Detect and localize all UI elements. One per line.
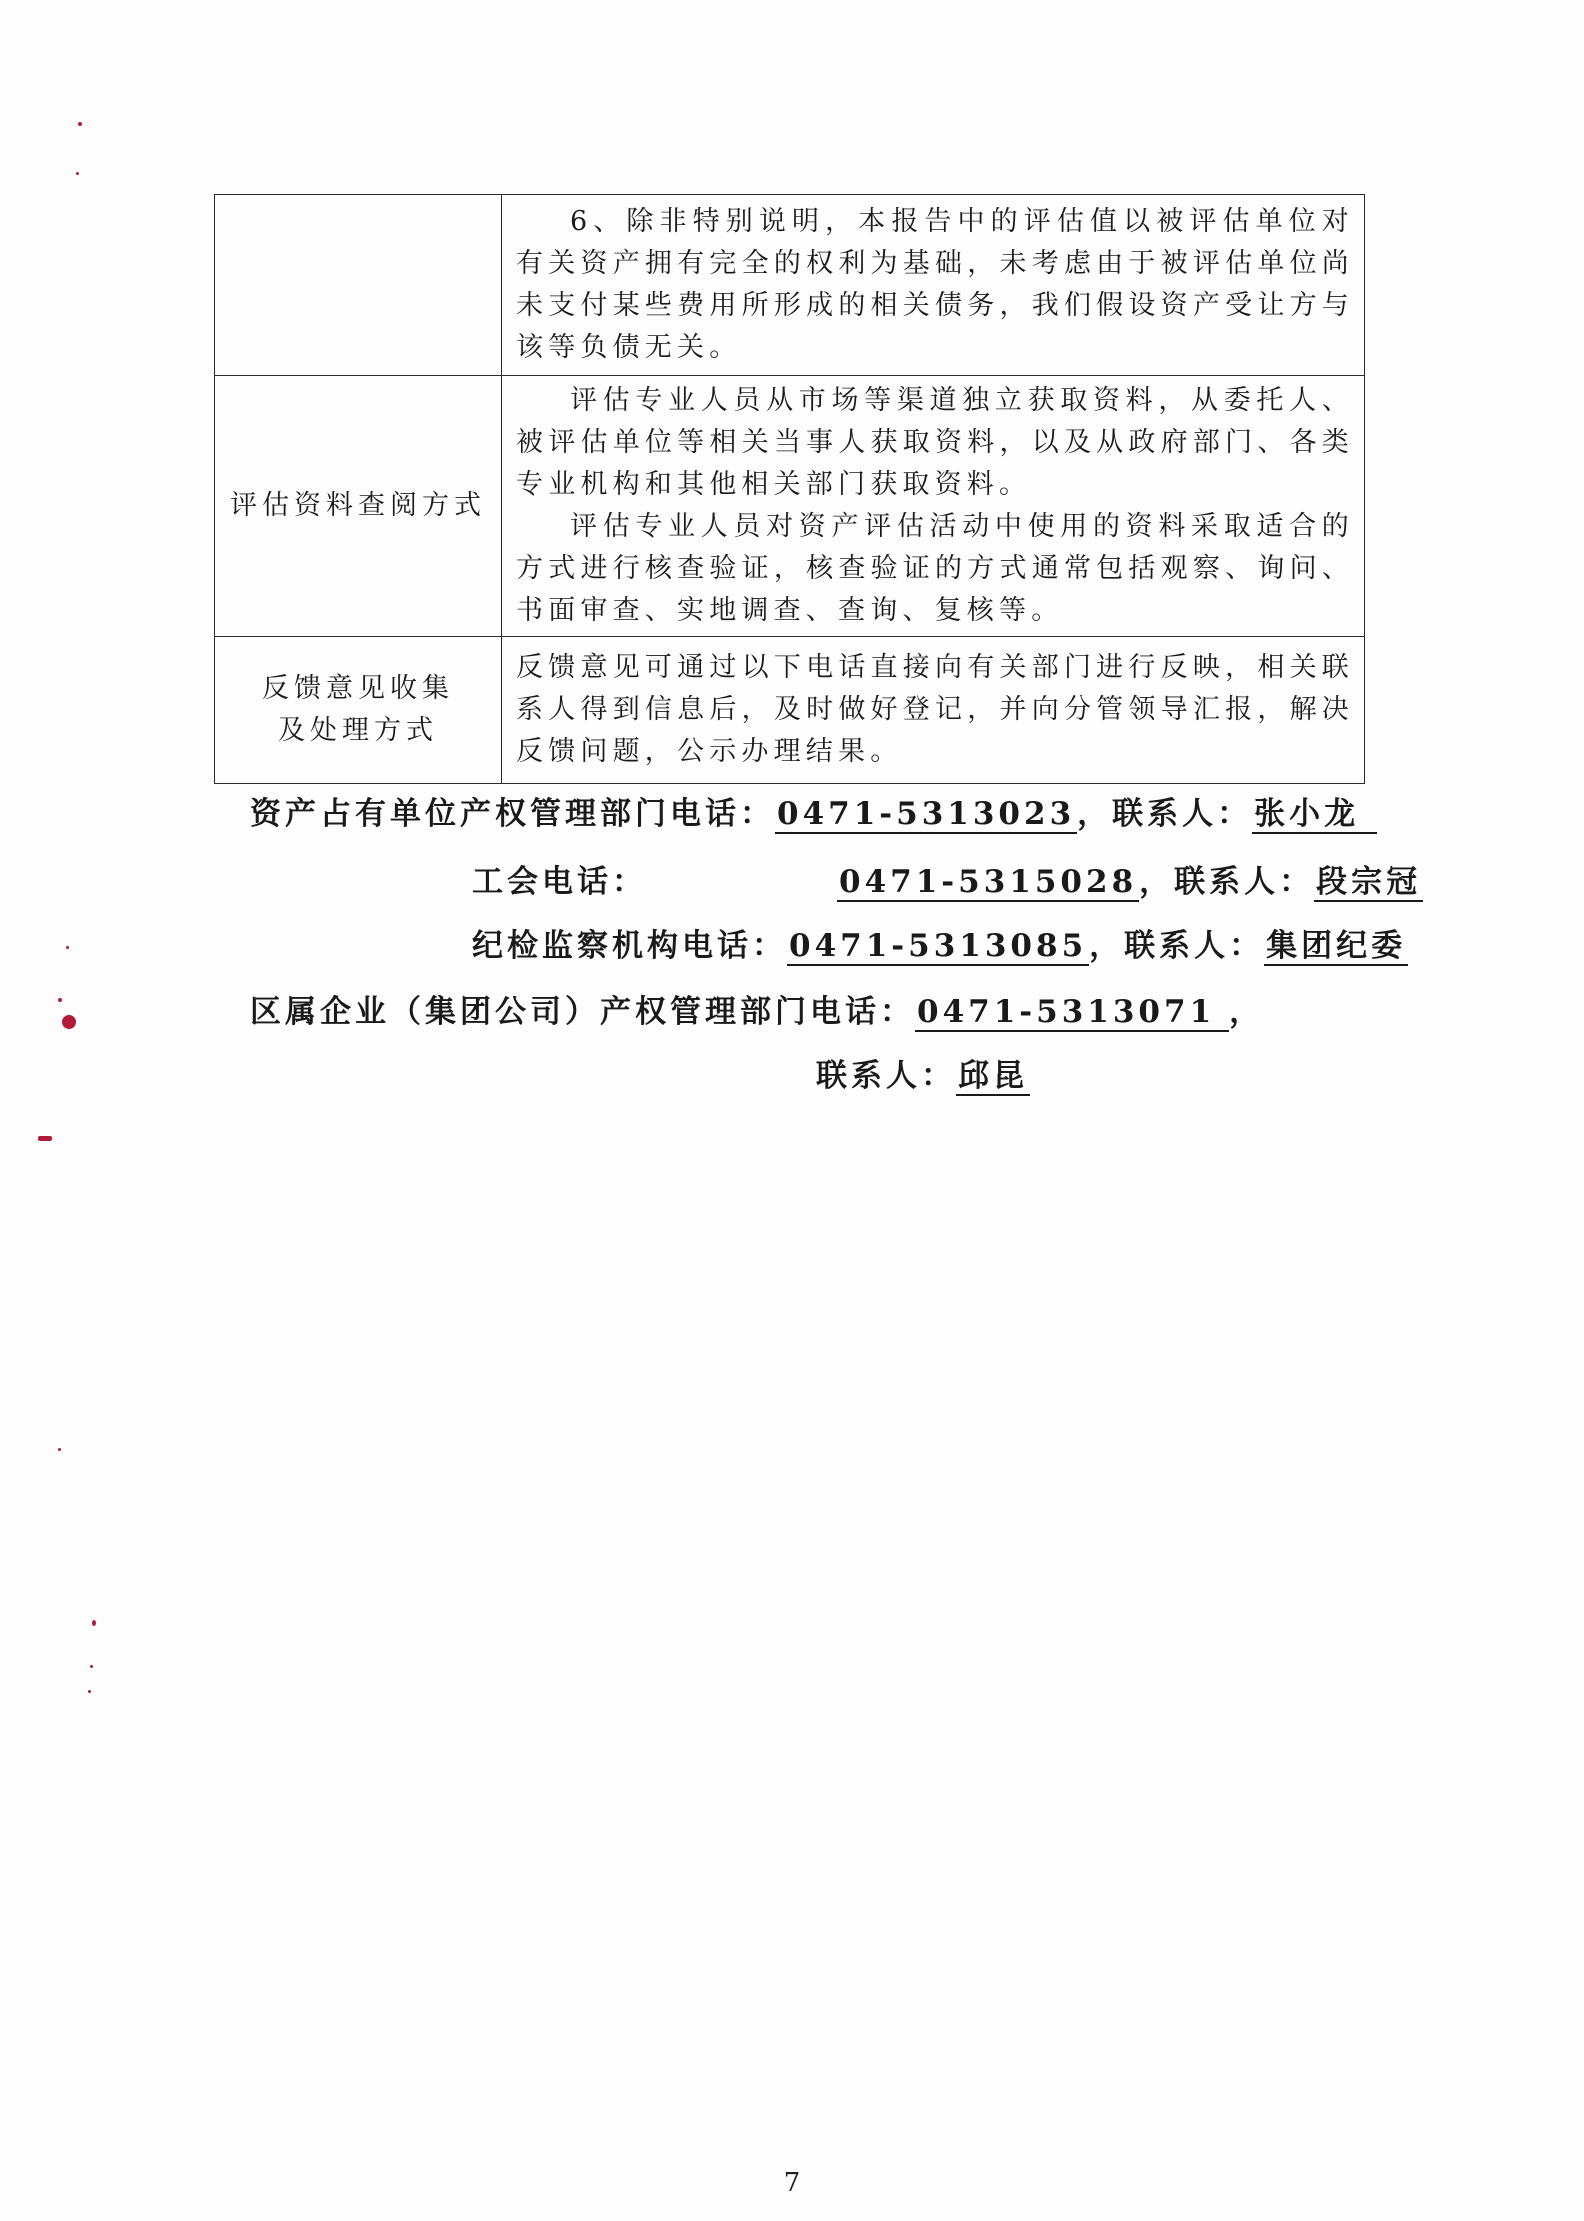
contact-person: 集团纪委 (1266, 928, 1407, 964)
stamp-speck (88, 1690, 91, 1693)
contact-line-person (816, 1050, 1030, 1096)
phone-number: 0471-5315028 (839, 864, 1138, 900)
stamp-speck (76, 172, 79, 175)
contact-line-district-enterprise (250, 986, 1264, 1032)
contact-sep: ，联系人： (1077, 796, 1253, 832)
stamp-speck (58, 998, 62, 1002)
table-row (215, 637, 1365, 784)
phone-number: 0471-5313023 (777, 796, 1076, 832)
label-line: 反馈意见收集 (262, 673, 454, 704)
contact-line-property-dept (250, 788, 1377, 834)
contact-label: 工会电话： (472, 864, 647, 900)
table-label-cell: 评估资料查阅方式 (215, 376, 502, 637)
contact-line-union (472, 856, 1423, 902)
contact-label: 纪检监察机构电话： (472, 928, 787, 964)
stamp-speck (58, 1448, 61, 1451)
stamp-speck (90, 1665, 93, 1668)
contact-label: 区属企业（集团公司）产权管理部门电话： (250, 994, 915, 1030)
contact-label: 资产占有单位产权管理部门电话： (250, 796, 775, 832)
label-line: 及处理方式 (278, 715, 438, 746)
paragraph: 评估专业人员对资产评估活动中使用的资料采取适合的方式进行核查验证，核查验证的方式通常包括观察、询问、书面审查、实地调查、查询、复核等。 (516, 511, 1354, 626)
contact-sep: ， (1229, 994, 1265, 1030)
stamp-speck (92, 1620, 96, 1626)
table-content-cell (502, 376, 1365, 637)
stamp-speck (78, 122, 82, 126)
table-row (215, 376, 1365, 637)
stamp-speck (66, 946, 69, 949)
table-content-cell (502, 195, 1365, 376)
paragraph: 评估专业人员从市场等渠道独立获取资料，从委托人、被评估单位等相关当事人获取资料，以及从政府部门、各类专业机构和其他相关部门获取资料。 (516, 385, 1354, 500)
phone-number: 0471-5313085 (789, 928, 1088, 964)
page-number: 7 (783, 2168, 801, 2198)
table-content-cell (502, 637, 1365, 784)
contact-line-discipline (472, 920, 1408, 966)
stamp-speck (38, 1136, 52, 1141)
stamp-speck (62, 1015, 76, 1029)
table-label-cell (215, 195, 502, 376)
paragraph: 6、除非特别说明，本报告中的评估值以被评估单位对有关资产拥有完全的权利为基础，未考虑由于被评估单位尚未支付某些费用所形成的相关债务，我们假设资产受让方与该等负债无关。 (516, 206, 1354, 363)
contact-person: 张小龙 (1252, 796, 1377, 834)
contact-person: 段宗冠 (1316, 864, 1422, 900)
contact-label: 联系人： (816, 1058, 956, 1094)
table-row (215, 195, 1365, 376)
phone-number: 0471-5313071 (915, 994, 1229, 1032)
contact-sep: ，联系人： (1139, 864, 1315, 900)
table-label-cell (215, 637, 502, 784)
info-table (214, 194, 1365, 784)
contact-sep: ，联系人： (1089, 928, 1265, 964)
paragraph: 反馈意见可通过以下电话直接向有关部门进行反映，相关联系人得到信息后，及时做好登记，并向分管领导汇报，解决反馈问题，公示办理结果。 (516, 652, 1354, 767)
contact-person: 邱昆 (958, 1058, 1028, 1094)
